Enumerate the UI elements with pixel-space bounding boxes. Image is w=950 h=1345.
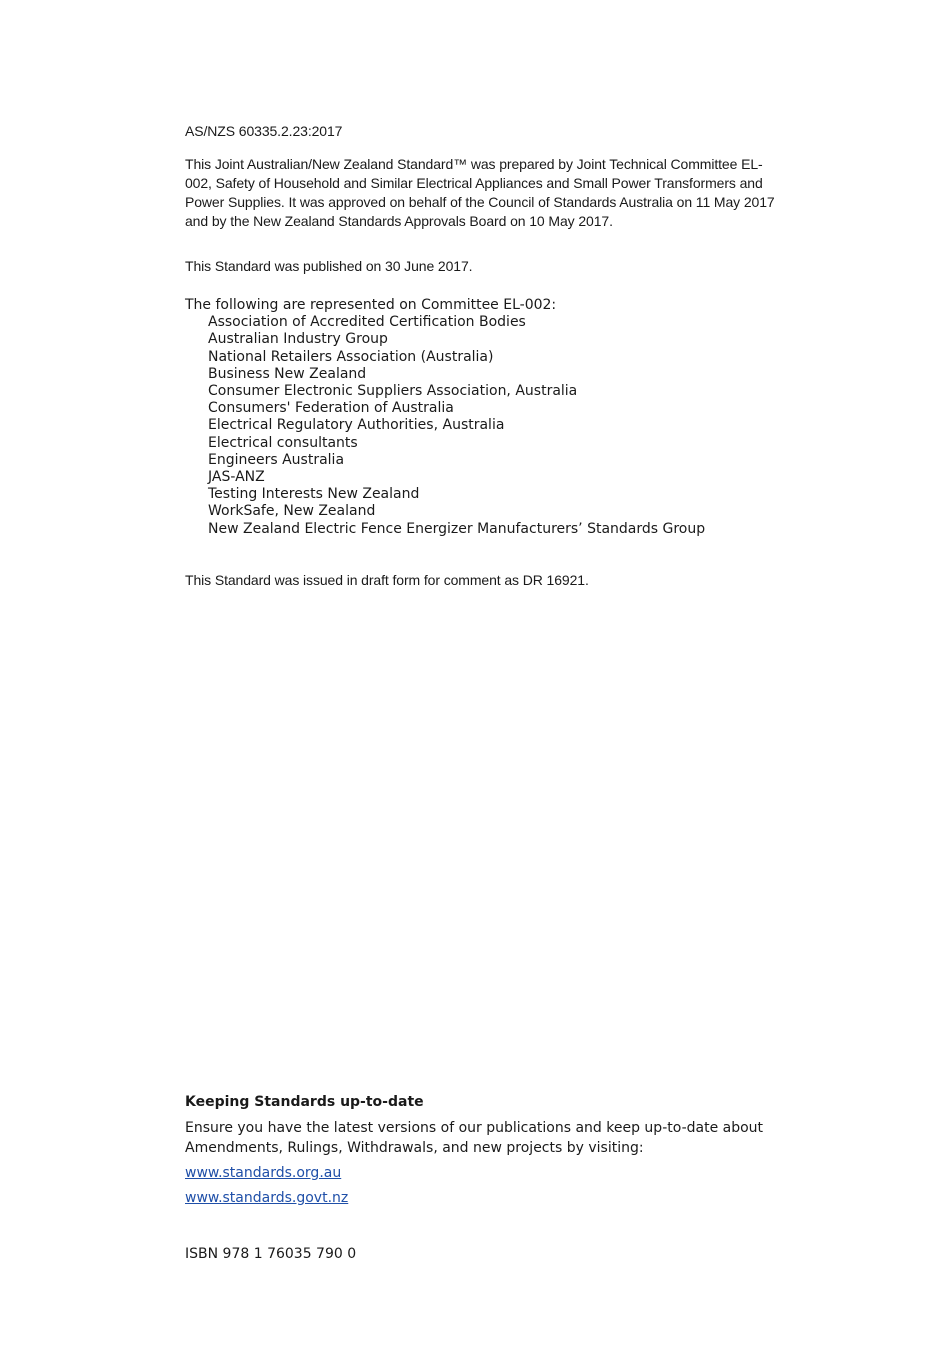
committee-heading: The following are represented on Committee EL-002: [185, 297, 557, 313]
committee-member: Testing Interests New Zealand [208, 486, 420, 503]
keeping-up-to-date-heading: Keeping Standards up-to-date [185, 1094, 424, 1110]
committee-member: WorkSafe, New Zealand [208, 503, 376, 520]
committee-member: National Retailers Association (Australia) [208, 348, 494, 365]
committee-member: JAS-ANZ [208, 469, 265, 486]
draft-comment-note: This Standard was issued in draft form for comment as DR 16921. [185, 572, 589, 588]
keeping-up-to-date-section [185, 1093, 775, 1208]
committee-member: Electrical consultants [208, 434, 358, 451]
committee-member: Australian Industry Group [208, 331, 388, 348]
committee-member: Consumer Electronic Suppliers Association, Australia [208, 383, 578, 400]
committee-section [185, 297, 775, 538]
committee-member-list [185, 314, 775, 538]
committee-member: New Zealand Electric Fence Energizer Manufacturers’ Standards Group [208, 520, 706, 537]
committee-member: Consumers' Federation of Australia [208, 400, 454, 417]
committee-member: Business New Zealand [208, 365, 367, 382]
committee-member: Association of Accredited Certification Bodies [208, 314, 526, 331]
keeping-up-to-date-text: Ensure you have the latest versions of our publications and keep up-to-date about Amendments, Rulings, Withdrawals, and new projects by visiting: [185, 1120, 764, 1156]
standards-australia-link[interactable]: www.standards.org.au [185, 1165, 342, 1181]
committee-member: Electrical Regulatory Authorities, Australia [208, 417, 505, 434]
standards-new-zealand-link[interactable]: www.standards.govt.nz [185, 1190, 349, 1206]
intro-paragraph: This Joint Australian/New Zealand Standard™ was prepared by Joint Technical Committee EL-002, Safety of Household and Similar Electrical Appliances and Small Power Transformers and Power Supplies. It was approved on behalf of the Council of Standards Australia on 11 May 2017 and by the New Zealand Standards Approvals Board on 10 May 2017. [185, 156, 775, 229]
standard-identifier: AS/NZS 60335.2.23:2017 [185, 123, 343, 139]
publication-date-note: This Standard was published on 30 June 2017. [185, 258, 473, 274]
isbn-number: ISBN 978 1 76035 790 0 [185, 1246, 357, 1262]
committee-member: Engineers Australia [208, 451, 345, 468]
